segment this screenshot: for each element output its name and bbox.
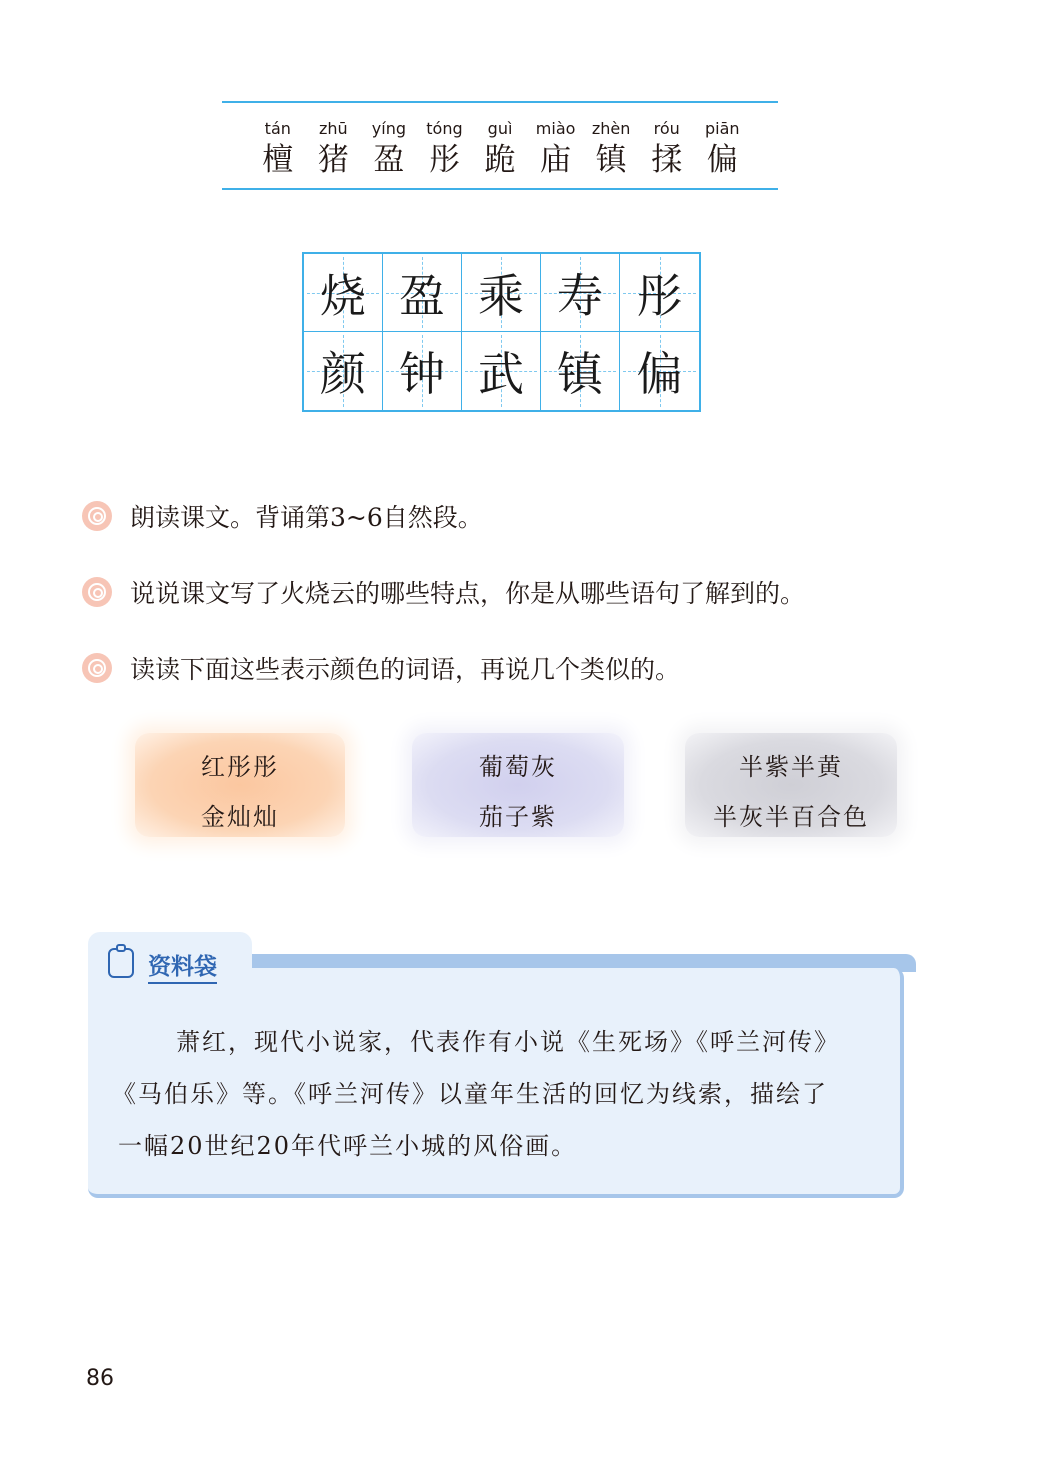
grid-char: 寿 bbox=[557, 268, 603, 323]
pinyin: yíng bbox=[371, 119, 407, 138]
recognize-char bbox=[250, 118, 306, 180]
pinyin: tán bbox=[264, 119, 291, 138]
pinyin: zhū bbox=[319, 119, 348, 138]
grid-char: 乘 bbox=[478, 268, 524, 323]
grid-cell bbox=[620, 332, 699, 410]
exercise-text: 朗读课文。背诵第3~6自然段。 bbox=[130, 503, 483, 532]
exercise-bullet-icon bbox=[82, 653, 112, 683]
pinyin: róu bbox=[653, 119, 680, 138]
grid-char: 颜 bbox=[320, 347, 366, 401]
grid-char: 偏 bbox=[636, 347, 683, 401]
hanzi: 庙 bbox=[540, 142, 572, 178]
exercise-bullet-icon bbox=[82, 501, 112, 531]
color-word: 半紫半黄 bbox=[739, 753, 843, 781]
color-word: 金灿灿 bbox=[201, 803, 279, 831]
pinyin: miào bbox=[535, 119, 576, 138]
grid-char: 镇 bbox=[557, 347, 603, 401]
grid-cell bbox=[304, 254, 383, 332]
hanzi: 偏 bbox=[706, 142, 738, 178]
grid-char: 彤 bbox=[636, 268, 683, 323]
info-text-line: 《马伯乐》等。《呼兰河传》以童年生活的回忆为线索，描绘了 bbox=[112, 1080, 828, 1108]
grid-cell bbox=[620, 254, 699, 332]
grid-cell bbox=[383, 332, 462, 410]
writing-grid bbox=[302, 252, 701, 412]
grid-cell bbox=[304, 332, 383, 410]
exercise-item bbox=[82, 650, 680, 686]
hanzi: 檀 bbox=[262, 142, 294, 178]
grid-cell bbox=[462, 332, 541, 410]
recognize-characters bbox=[250, 118, 750, 180]
exercise-text: 说说课文写了火烧云的哪些特点，你是从哪些语句了解到的。 bbox=[130, 579, 806, 608]
hanzi: 镇 bbox=[595, 142, 627, 178]
pinyin: tóng bbox=[426, 119, 463, 138]
grid-cell bbox=[383, 254, 462, 332]
color-word-card bbox=[135, 733, 345, 837]
exercise-item bbox=[82, 498, 483, 534]
hanzi: 彤 bbox=[428, 142, 460, 178]
color-word-card bbox=[412, 733, 624, 837]
page-number: 86 bbox=[86, 1366, 114, 1391]
recognize-char bbox=[361, 118, 417, 180]
recognize-char bbox=[528, 118, 584, 180]
pinyin: zhèn bbox=[591, 119, 631, 138]
exercise-text: 读读下面这些表示颜色的词语，再说几个类似的。 bbox=[130, 655, 681, 684]
recognize-bottom-rule bbox=[222, 188, 778, 190]
clipboard-icon bbox=[108, 948, 134, 978]
recognize-top-rule bbox=[222, 101, 778, 103]
grid-cell bbox=[462, 254, 541, 332]
grid-char: 武 bbox=[478, 347, 524, 401]
hanzi: 盈 bbox=[373, 142, 405, 178]
grid-char: 盈 bbox=[399, 268, 445, 323]
grid-char: 烧 bbox=[320, 268, 366, 323]
exercise-bullet-icon bbox=[82, 577, 112, 607]
pinyin: piān bbox=[705, 119, 740, 138]
recognize-char bbox=[417, 118, 473, 180]
color-word: 红彤彤 bbox=[201, 753, 279, 781]
color-word-card bbox=[685, 733, 897, 837]
exercise-item bbox=[82, 574, 805, 610]
info-text-line: 一幅20世纪20年代呼兰小城的风俗画。 bbox=[118, 1132, 578, 1160]
hanzi: 揉 bbox=[651, 142, 683, 178]
grid-cell bbox=[541, 254, 620, 332]
recognize-char bbox=[583, 118, 639, 180]
color-word: 半灰半百合色 bbox=[713, 803, 869, 831]
color-word: 茄子紫 bbox=[479, 803, 557, 831]
info-box-title: 资料袋 bbox=[148, 948, 217, 984]
grid-cell bbox=[541, 332, 620, 410]
recognize-char bbox=[472, 118, 528, 180]
hanzi: 猪 bbox=[317, 142, 349, 178]
pinyin: guì bbox=[487, 119, 513, 138]
recognize-char bbox=[306, 118, 362, 180]
grid-char: 钟 bbox=[399, 347, 445, 401]
color-word: 葡萄灰 bbox=[479, 753, 557, 781]
recognize-char bbox=[695, 118, 751, 180]
hanzi: 跪 bbox=[484, 142, 516, 178]
info-text-line: 萧红，现代小说家，代表作有小说《生死场》《呼兰河传》 bbox=[176, 1028, 840, 1056]
recognize-char bbox=[639, 118, 695, 180]
